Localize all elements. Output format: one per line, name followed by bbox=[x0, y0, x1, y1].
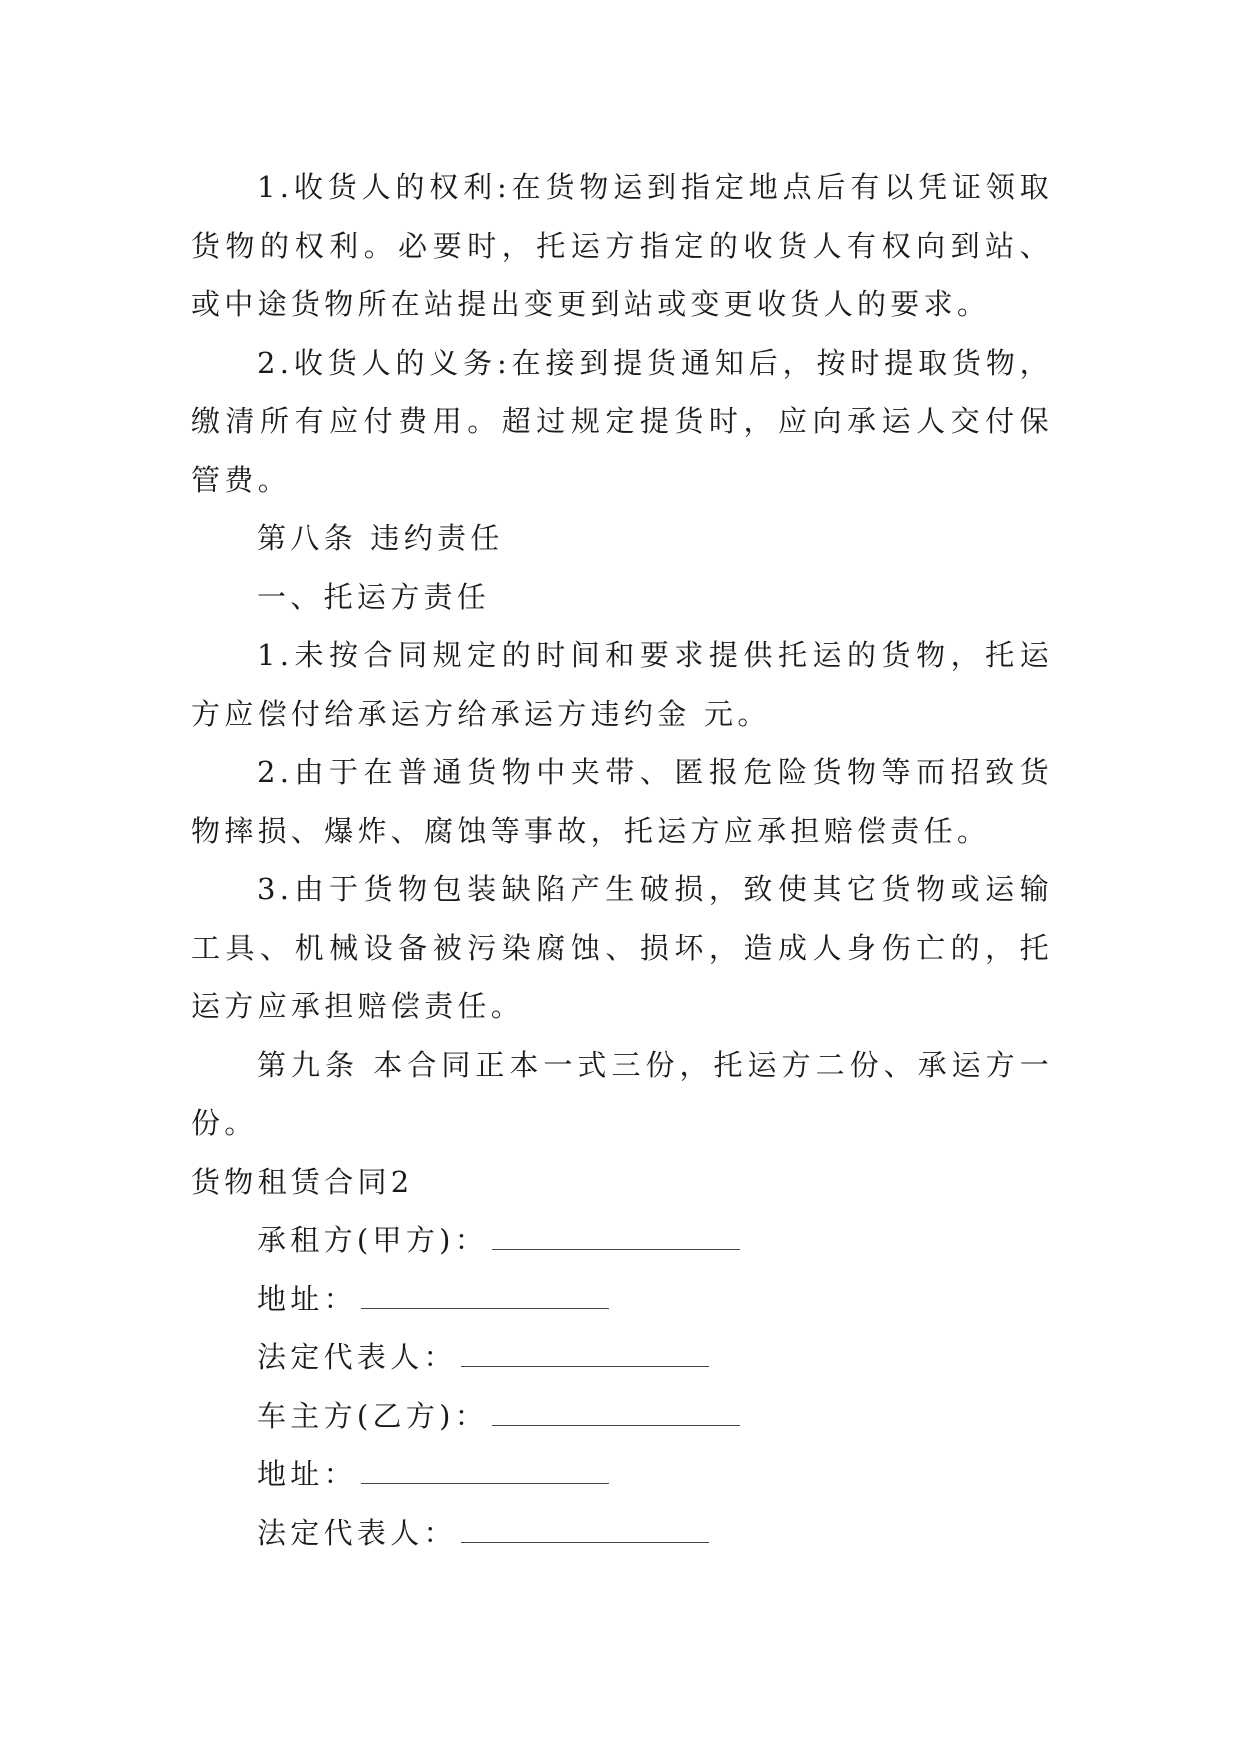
lessee-representative-blank bbox=[461, 1344, 709, 1367]
owner-field bbox=[191, 1387, 1053, 1446]
liability-item-1: 1.未按合同规定的时间和要求提供托运的货物，托运方应偿付给承运方给承运方违约金 元。 bbox=[191, 638, 1053, 731]
lessee-address-field bbox=[191, 1270, 1053, 1329]
lessee-representative-field bbox=[191, 1328, 1053, 1387]
owner-representative-blank bbox=[461, 1520, 709, 1543]
liability-item-2: 2.由于在普通货物中夹带、匿报危险货物等而招致货物摔损、爆炸、腐蚀等事故，托运方应承担赔偿责任。 bbox=[191, 755, 1053, 848]
contract-title: 货物租赁合同2 bbox=[191, 1164, 414, 1199]
lessee-representative-label: 法定代表人： bbox=[257, 1340, 457, 1374]
owner-representative-field bbox=[191, 1504, 1053, 1563]
owner-address-field bbox=[191, 1445, 1053, 1504]
article-9: 第九条 本合同正本一式三份，托运方二份、承运方一份。 bbox=[191, 1047, 1053, 1140]
lessee-label: 承租方(甲方)： bbox=[257, 1223, 489, 1257]
shipper-liability-heading: 一、托运方责任 bbox=[257, 579, 491, 614]
owner-address-label: 地址： bbox=[257, 1457, 357, 1491]
lessee-address-label: 地址： bbox=[257, 1281, 357, 1316]
article-8-heading: 第八条 违约责任 bbox=[257, 521, 504, 555]
lessee-field bbox=[191, 1211, 1053, 1270]
paragraph-consignee-obligations: 2.收货人的义务:在接到提货通知后，按时提取货物，缴清所有应付费用。超过规定提货时，应向承运人交付保管费。 bbox=[191, 345, 1053, 497]
lessee-blank bbox=[492, 1227, 740, 1250]
lessee-address-blank bbox=[361, 1286, 609, 1309]
document-body bbox=[191, 158, 1053, 1562]
paragraph-consignee-rights: 1.收货人的权利:在货物运到指定地点后有以凭证领取货物的权利。必要时，托运方指定的收货人有权向到站、或中途货物所在站提出变更到站或变更收货人的要求。 bbox=[191, 170, 1053, 321]
liability-item-3: 3.由于货物包装缺陷产生破损，致使其它货物或运输工具、机械设备被污染腐蚀、损坏，造成人身伤亡的，托运方应承担赔偿责任。 bbox=[191, 872, 1053, 1023]
owner-blank bbox=[492, 1403, 740, 1426]
owner-representative-label: 法定代表人： bbox=[257, 1515, 457, 1550]
owner-label: 车主方(乙方)： bbox=[257, 1398, 489, 1433]
owner-address-blank bbox=[361, 1461, 609, 1484]
